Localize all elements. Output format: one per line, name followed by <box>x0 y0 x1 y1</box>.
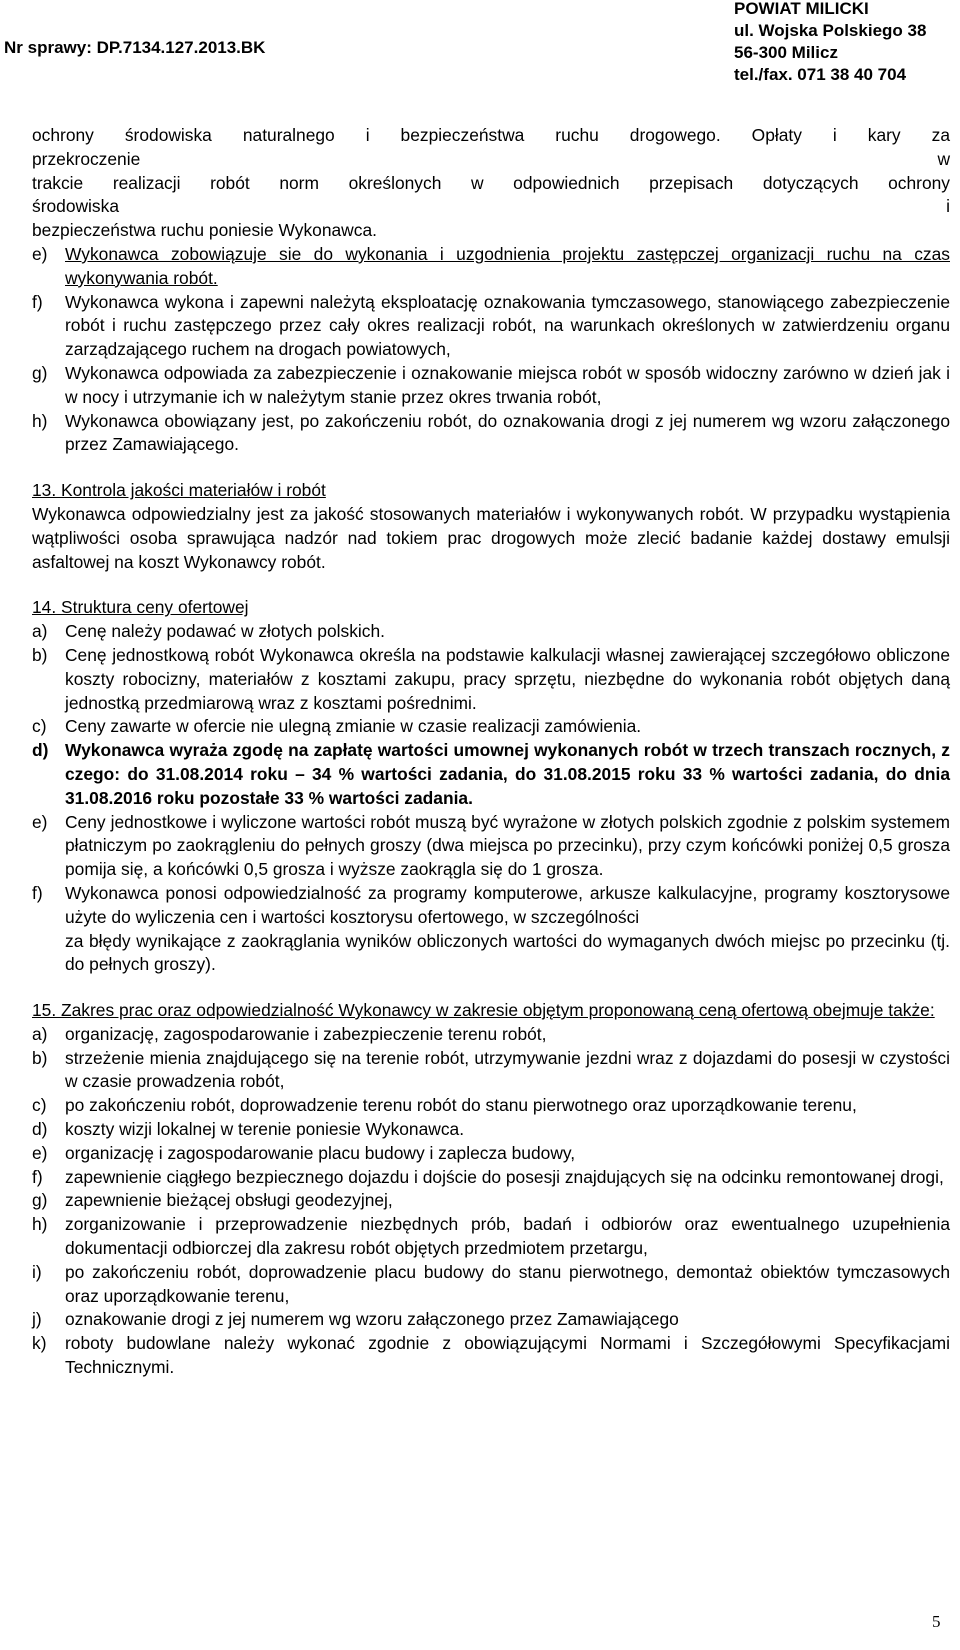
list-label: h) <box>32 410 48 431</box>
list-item <box>32 1023 950 1047</box>
list-label: b) <box>32 644 48 665</box>
list-text: po zakończeniu robót, doprowadzenie terenu robót do stanu pierwotnego oraz uporządkowanie terenu, <box>65 1095 857 1116</box>
list-label: d) <box>32 740 49 761</box>
page-number: 5 <box>932 1612 941 1631</box>
list-item <box>32 1261 950 1309</box>
list-text: Ceny zawarte w ofercie nie ulegną zmianie w czasie realizacji zamówienia. <box>65 716 642 737</box>
list-label: e) <box>32 811 48 832</box>
list-label: g) <box>32 362 48 383</box>
case-number: Nr sprawy: DP.7134.127.2013.BK <box>4 38 266 57</box>
intro-line: trakcie realizacji robót norm określonych w odpowiednich przepisach dotyczących ochrony <box>32 172 950 193</box>
list-text: Wykonawca odpowiada za zabezpieczenie i oznakowanie miejsca robót w sposób widoczny zarówno w dzień jak i w nocy i utrzymanie ich w należytym stanie przez okres trwania robót, <box>65 362 950 407</box>
section-14 <box>32 596 950 977</box>
list-item <box>32 1213 950 1261</box>
list-label: a) <box>32 1023 48 1044</box>
intro-fragment: środowiska <box>32 196 119 217</box>
list-item <box>32 410 950 458</box>
list-label: f) <box>32 1166 43 1187</box>
document-body <box>32 124 950 1380</box>
list-item <box>32 243 950 291</box>
list-item <box>32 291 950 362</box>
list-label: f) <box>32 882 43 903</box>
intro-line: bezpieczeństwa ruchu poniesie Wykonawca. <box>32 220 377 241</box>
list-item <box>32 1166 950 1190</box>
org-phone: tel./fax. 071 38 40 704 <box>734 65 907 84</box>
list-text: zapewnienie ciągłego bezpiecznego dojazdu i dojście do posesji znajdujących się na odcinku remontowanej drogi, <box>65 1166 944 1187</box>
list-label: a) <box>32 621 48 642</box>
intro-line <box>32 148 950 172</box>
list-label: g) <box>32 1190 48 1211</box>
list-item <box>32 1047 950 1095</box>
list-item <box>32 1118 950 1142</box>
intro-fragment: przekroczenie <box>32 148 141 169</box>
list-label: h) <box>32 1214 48 1235</box>
section-heading: 15. Zakres prac oraz odpowiedzialność Wykonawcy w zakresie objętym proponowaną ceną ofertową obejmuje także: <box>32 1000 935 1021</box>
list-text: Cenę jednostkową robót Wykonawca określa na podstawie kalkulacji własnej zawierającej szczegółowo obliczone koszty robocizny, materiałów z kosztami zakupu, pracy sprzętu, niezbędne do wykonania robót objętych daną jednostką przedmiarową wraz z kosztami pośrednimi. <box>65 644 950 713</box>
list-text: organizację i zagospodarowanie placu budowy i zaplecza budowy, <box>65 1142 576 1163</box>
organization-header <box>734 0 926 86</box>
list-label: e) <box>32 243 48 264</box>
section-heading: 14. Struktura ceny ofertowej <box>32 597 249 618</box>
list-item <box>32 1142 950 1166</box>
intro-fragment: w <box>937 148 950 169</box>
section-heading: 13. Kontrola jakości materiałów i robót <box>32 480 326 501</box>
intro-line: ochrony środowiska naturalnego i bezpieczeństwa ruchu drogowego. Opłaty i kary za <box>32 125 950 145</box>
org-street: ul. Wojska Polskiego 38 <box>734 21 927 40</box>
list-label: e) <box>32 1142 48 1163</box>
list-text: Wykonawca wykona i zapewni należytą eksploatację oznakowania tymczasowego, stanowiącego zabezpieczenie robót i ruchu zastępczego przez cały okres realizacji robót, na warunkach określonych w zatwierdzeniu organu zarządzającego ruchem na drogach powiatowych, <box>65 291 950 360</box>
list-label: b) <box>32 1047 48 1068</box>
list-item <box>32 811 950 882</box>
list-text: oznakowanie drogi z jej numerem wg wzoru załączonego przez Zamawiającego <box>65 1309 679 1330</box>
list-text: zorganizowanie i przeprowadzenie niezbędnych prób, badań i odbiorów oraz ewentualnego uzupełnienia dokumentacji odbiorczej dla zakresu robót objętych przedmiotem przetargu, <box>65 1214 950 1259</box>
list-text: strzeżenie mienia znajdującego się na terenie robót, utrzymywanie jezdni wraz z dojazdami do posesji w czystości w czasie prowadzenia robót, <box>65 1047 950 1092</box>
list-label: f) <box>32 291 43 312</box>
list-item <box>32 1308 950 1332</box>
list-text: Ceny jednostkowe i wyliczone wartości robót muszą być wyrażone w złotych polskich zgodnie z polskim systemem płatniczym po zaokrągleniu do pełnych groszy (dwa miejsca po przecinku), przy czym końcówki poniżej 0,5 grosza pomija się, a końcówki 0,5 grosza i wyższe zaokrągla się do 1 grosza. <box>65 811 950 880</box>
org-name: POWIAT MILICKI <box>734 0 869 18</box>
list-item <box>32 1332 950 1380</box>
list-text: za błędy wynikające z zaokrąglania wyników obliczonych wartości do wymaganych dwóch miejsc po przecinku (tj. do pełnych groszy). <box>65 930 950 975</box>
org-city: 56-300 Milicz <box>734 43 838 62</box>
list-text: Wykonawca zobowiązuje sie do wykonania i uzgodnienia projektu zastępczej organizacji ruchu na czas wykonywania robót. <box>65 243 950 288</box>
list-item <box>32 1189 950 1213</box>
list-text: Cenę należy podawać w złotych polskich. <box>65 621 385 642</box>
list-text: po zakończeniu robót, doprowadzenie placu budowy do stanu pierwotnego, demontaż obiektów tymczasowych oraz uporządkowanie terenu, <box>65 1261 950 1306</box>
intro-paragraph <box>32 124 950 243</box>
list-text: Wykonawca ponosi odpowiedzialność za programy komputerowe, arkusze kalkulacyjne, programy kosztorysowe użyte do wyliczenia cen i wartości kosztorysu ofertowego, w szczególności <box>65 882 950 927</box>
list-label: j) <box>32 1309 42 1330</box>
list-text: Wykonawca wyraża zgodę na zapłatę wartości umownej wykonanych robót w trzech transzach rocznych, z czego: do 31.08.2014 roku – 34 % wartości zadania, do 31.08.2015 roku 33 % wartości zadania, do dnia 31.08.2016 roku pozostałe 33 % wartości zadania. <box>65 740 950 808</box>
list-label: c) <box>32 1095 47 1116</box>
list-text: roboty budowlane należy wykonać zgodnie z obowiązującymi Normami i Szczegółowymi Specyfikacjami Technicznymi. <box>65 1333 950 1378</box>
section-13 <box>32 479 950 574</box>
list-item <box>32 644 950 715</box>
intro-fragment: i <box>946 196 950 217</box>
list-item <box>32 362 950 410</box>
list-item <box>32 620 950 644</box>
list-text: organizację, zagospodarowanie i zabezpieczenie terenu robót, <box>65 1023 547 1044</box>
list-text: Wykonawca obowiązany jest, po zakończeniu robót, do oznakowania drogi z jej numerem wg wzoru załączonego przez Zamawiającego. <box>65 410 950 455</box>
intro-line <box>32 195 950 219</box>
list-item-bold <box>32 739 950 810</box>
list-text: koszty wizji lokalnej w terenie poniesie Wykonawca. <box>65 1119 465 1140</box>
list-label: c) <box>32 716 47 737</box>
section-body: Wykonawca odpowiedzialny jest za jakość stosowanych materiałów i wykonywanych robót. W przypadku wystąpienia wątpliwości osoba sprawująca nadzór nad tokiem prac drogowych może zlecić badanie każdej dostawy emulsji asfaltowej na koszt Wykonawcy robót. <box>32 503 950 572</box>
list-item <box>32 715 950 739</box>
list-label: k) <box>32 1333 47 1354</box>
list-label: d) <box>32 1119 48 1140</box>
list-label: i) <box>32 1261 42 1282</box>
list-text: zapewnienie bieżącej obsługi geodezyjnej, <box>65 1190 393 1211</box>
section-15 <box>32 999 950 1380</box>
list-item <box>32 1094 950 1118</box>
list-item <box>32 882 950 977</box>
